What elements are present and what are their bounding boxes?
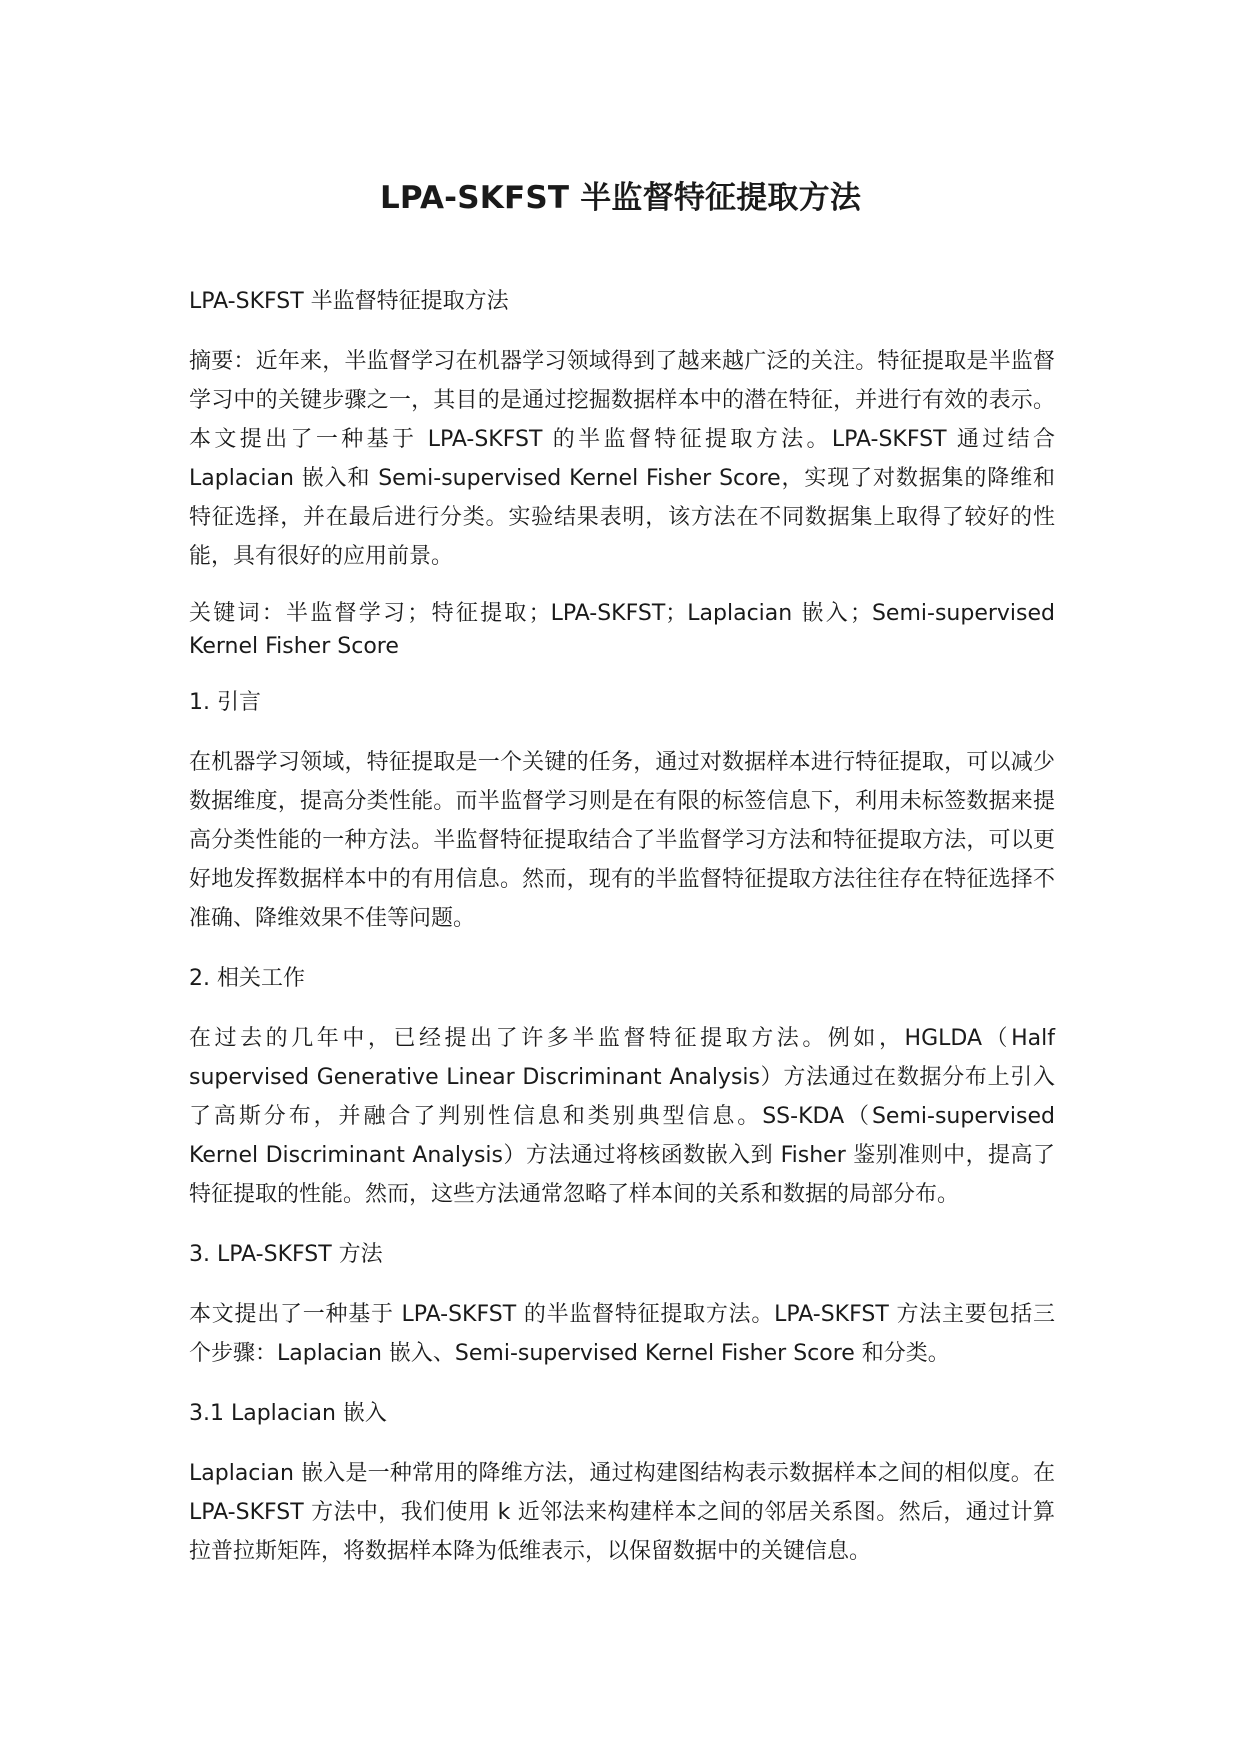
section-body-method: 本文提出了一种基于 LPA-SKFST 的半监督特征提取方法。LPA-SKFST 方法主要包括三个步骤：Laplacian 嵌入、Semi-supervised Kernel Fisher Score 和分类。 [189, 1302, 1055, 1366]
section-body-laplacian: Laplacian 嵌入是一种常用的降维方法，通过构建图结构表示数据样本之间的相似度。在 LPA-SKFST 方法中，我们使用 k 近邻法来构建样本之间的邻居关系图。然后，通过计算拉普拉斯矩阵，将数据样本降为低维表示，以保留数据中的关键信息。 [189, 1461, 1055, 1564]
document-subtitle: LPA-SKFST 半监督特征提取方法 [189, 289, 509, 314]
section-body-related-work: 在过去的几年中，已经提出了许多半监督特征提取方法。例如，HGLDA（Half supervised Generative Linear Discriminant Analysis）方法通过在数据分布上引入了高斯分布，并融合了判别性信息和类别典型信息。SS-KDA（Semi-supervised Kernel Discriminant Analysis）方法通过将核函数嵌入到 Fisher 鉴别准则中，提高了特征提取的性能。然而，这些方法通常忽略了样本间的关系和数据的局部分布。 [189, 1026, 1055, 1207]
document-title: LPA-SKFST 半监督特征提取方法 [379, 180, 862, 216]
document-body [189, 282, 1055, 1592]
section-heading-method: 3. LPA-SKFST 方法 [189, 1242, 383, 1267]
keywords-paragraph: 关键词：半监督学习；特征提取；LPA-SKFST；Laplacian 嵌入；Semi-supervised Kernel Fisher Score [189, 601, 1055, 659]
section-heading-laplacian: 3.1 Laplacian 嵌入 [189, 1401, 387, 1426]
abstract-paragraph: 摘要：近年来，半监督学习在机器学习领域得到了越来越广泛的关注。特征提取是半监督学习中的关键步骤之一，其目的是通过挖掘数据样本中的潜在特征，并进行有效的表示。本文提出了一种基于 LPA-SKFST 的半监督特征提取方法。LPA-SKFST 通过结合 Laplacian 嵌入和 Semi-supervised Kernel Fisher Score，实现了对数据集的降维和特征选择，并在最后进行分类。实验结果表明，该方法在不同数据集上取得了较好的性能，具有很好的应用前景。 [189, 349, 1055, 569]
section-heading-introduction: 1. 引言 [189, 690, 261, 715]
section-heading-related-work: 2. 相关工作 [189, 966, 305, 991]
section-body-introduction: 在机器学习领域，特征提取是一个关键的任务，通过对数据样本进行特征提取，可以减少数据维度，提高分类性能。而半监督学习则是在有限的标签信息下，利用未标签数据来提高分类性能的一种方法。半监督特征提取结合了半监督学习方法和特征提取方法，可以更好地发挥数据样本中的有用信息。然而，现有的半监督特征提取方法往往存在特征选择不准确、降维效果不佳等问题。 [189, 750, 1055, 931]
